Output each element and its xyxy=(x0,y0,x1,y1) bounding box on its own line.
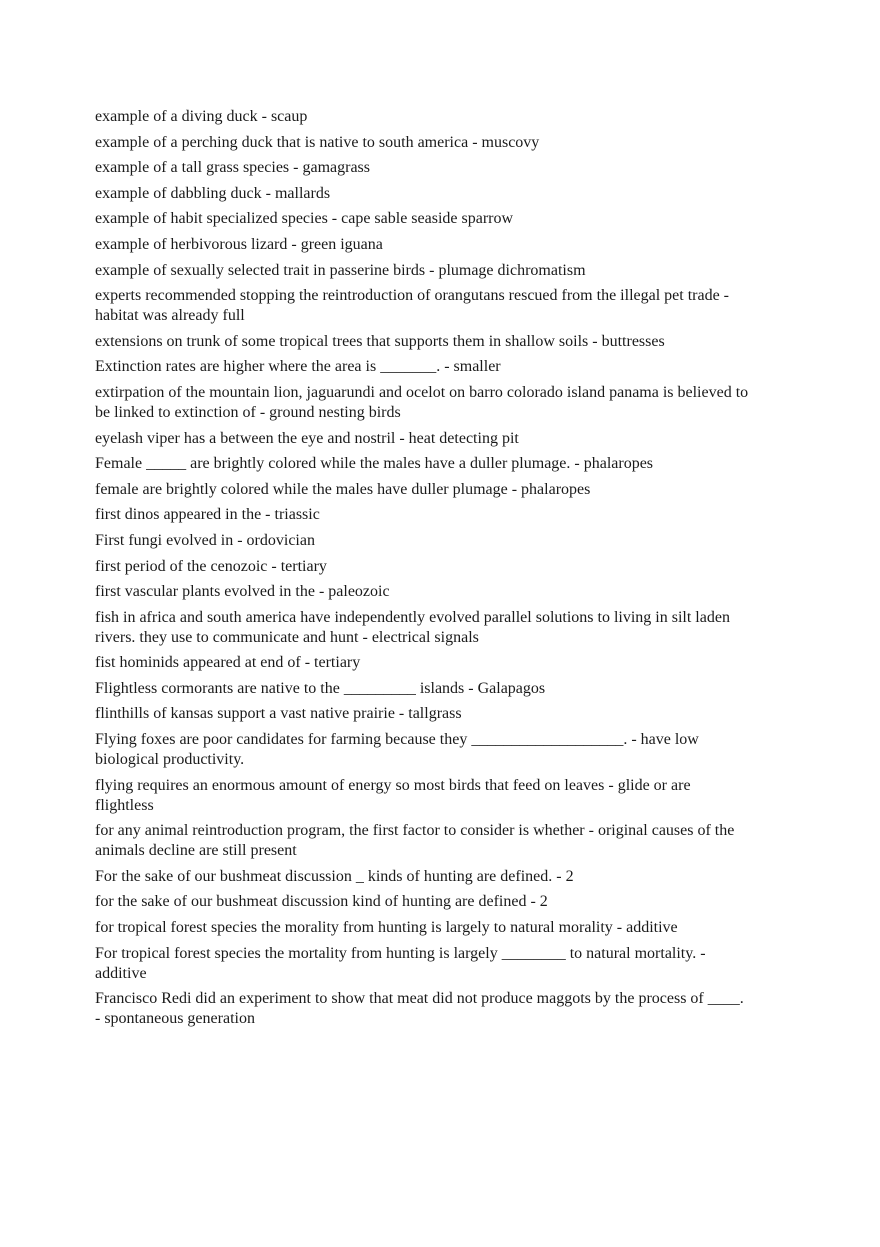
flashcard-entry: first vascular plants evolved in the - paleozoic xyxy=(95,583,390,601)
flashcard-entry: Female _____ are brightly colored while the males have a duller plumage. - phalaropes xyxy=(95,455,654,473)
flashcard-entry: extirpation of the mountain lion, jaguarundi and ocelot on barro colorado island panama is believed to be linked to extinction of - ground nesting birds xyxy=(95,383,749,421)
flashcard-entry: first dinos appeared in the - triassic xyxy=(95,506,320,524)
flashcard-entry: example of a perching duck that is native to south america - muscovy xyxy=(95,133,540,151)
flashcard-entry: Extinction rates are higher where the area is _______. - smaller xyxy=(95,358,501,376)
flashcard-entry: example of a tall grass species - gamagrass xyxy=(95,159,371,177)
flashcard-entry: For tropical forest species the mortality from hunting is largely ________ to natural mortality. - additive xyxy=(95,944,706,982)
flashcard-entry: example of habit specialized species - cape sable seaside sparrow xyxy=(95,210,514,228)
flashcard-entry: example of a diving duck - scaup xyxy=(95,108,308,125)
flashcard-entry: Francisco Redi did an experiment to show that meat did not produce maggots by the process of ____. - spontaneous generation xyxy=(95,990,744,1028)
flashcard-list xyxy=(95,107,750,1035)
flashcard-entry: eyelash viper has a between the eye and nostril - heat detecting pit xyxy=(95,429,519,447)
flashcard-entry: example of herbivorous lizard - green iguana xyxy=(95,235,383,253)
flashcard-entry: extensions on trunk of some tropical trees that supports them in shallow soils - buttresses xyxy=(95,332,665,350)
flashcard-entry: for tropical forest species the morality from hunting is largely to natural morality - additive xyxy=(95,919,678,937)
flashcard-entry: experts recommended stopping the reintroduction of orangutans rescued from the illegal pet trade - habitat was already full xyxy=(95,287,730,325)
flashcard-entry: for the sake of our bushmeat discussion kind of hunting are defined - 2 xyxy=(95,893,548,911)
flashcard-entry: First fungi evolved in - ordovician xyxy=(95,531,315,549)
flashcard-entry: example of sexually selected trait in passerine birds - plumage dichromatism xyxy=(95,261,586,279)
flashcard-entry: Flightless cormorants are native to the _________ islands - Galapagos xyxy=(95,679,546,697)
flashcard-entry: first period of the cenozoic - tertiary xyxy=(95,557,327,575)
flashcard-entry: for any animal reintroduction program, the first factor to consider is whether - original causes of the animals decline are still present xyxy=(95,822,735,860)
flashcard-entry: female are brightly colored while the males have duller plumage - phalaropes xyxy=(95,480,591,498)
flashcard-entry: fish in africa and south america have independently evolved parallel solutions to living in silt laden rivers. they use to communicate and hunt - electrical signals xyxy=(95,608,730,646)
flashcard-entry: fist hominids appeared at end of - tertiary xyxy=(95,654,361,672)
flashcard-entry: flinthills of kansas support a vast native prairie - tallgrass xyxy=(95,705,462,723)
flashcard-entry: Flying foxes are poor candidates for farming because they ___________________. - have low biological productivity. xyxy=(95,731,699,769)
flashcard-entry: flying requires an enormous amount of energy so most birds that feed on leaves - glide or are flightless xyxy=(95,776,691,814)
flashcard-entry: For the sake of our bushmeat discussion _ kinds of hunting are defined. - 2 xyxy=(95,867,574,885)
flashcard-entry: example of dabbling duck - mallards xyxy=(95,184,331,202)
